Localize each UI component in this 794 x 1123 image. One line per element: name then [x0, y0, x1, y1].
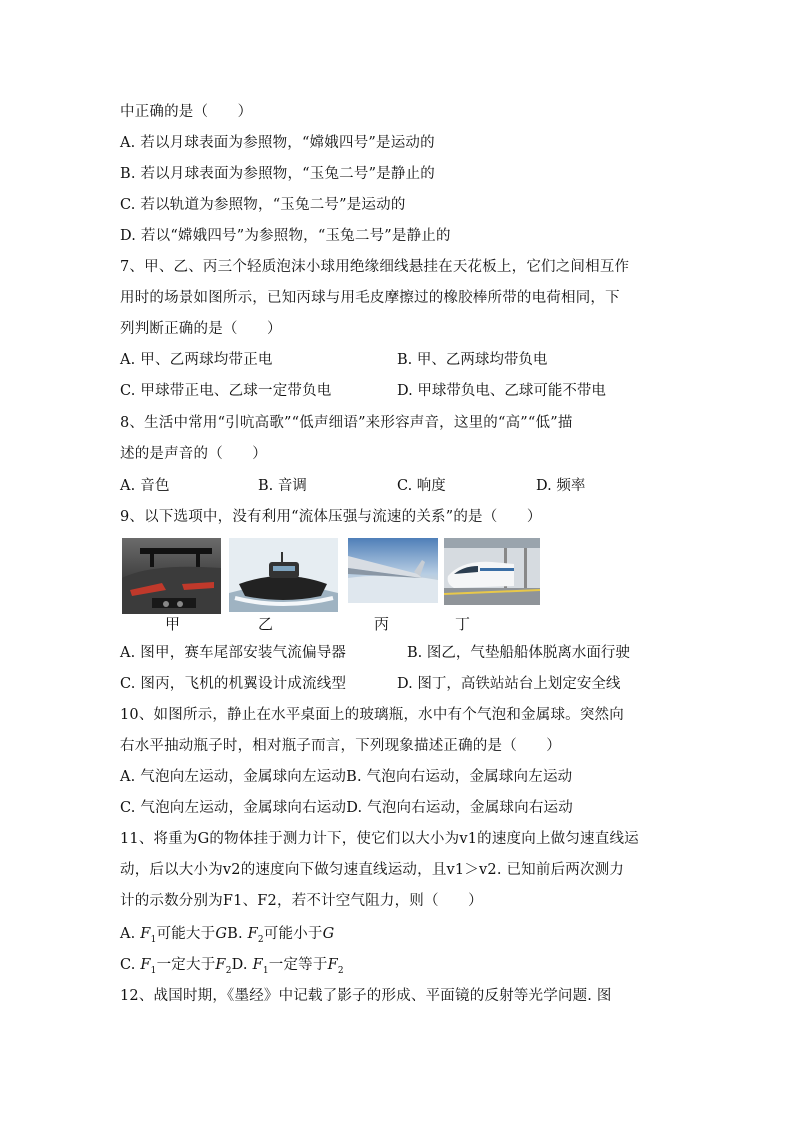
q11-a-f: F — [140, 926, 151, 942]
q8-stem-line2: 述的是声音的（ ） — [120, 446, 267, 462]
q11-a-g: G — [215, 926, 228, 942]
q9-option-b: B. 图乙，气垫船船体脱离水面行驶 — [407, 645, 630, 661]
q10-stem-line2: 右水平抽动瓶子时，相对瓶子而言，下列现象描述正确的是（ ） — [120, 738, 561, 754]
q11-options-ab — [120, 924, 334, 950]
q7-option-b: B. 甲、乙两球均带负电 — [397, 352, 548, 368]
q11-c-mid: 一定大于 — [156, 957, 216, 973]
q11-options-cd — [120, 955, 344, 981]
q7-stem-line3: 列判断正确的是（ ） — [120, 321, 282, 337]
q11-d-f1: F — [252, 957, 263, 973]
q6-option-a: A. 若以月球表面为参照物，“嫦娥四号”是运动的 — [120, 135, 435, 151]
q7-option-a: A. 甲、乙两球均带正电 — [120, 352, 273, 368]
caption-ding: 丁 — [455, 615, 471, 633]
q10-options-cd: C. 气泡向左运动，金属球向右运动D. 气泡向右运动，金属球向右运动 — [120, 800, 573, 816]
q7-option-d: D. 甲球带负电、乙球可能不带电 — [397, 383, 606, 399]
high-speed-train-image — [444, 538, 540, 605]
q11-d-f2: F — [327, 957, 338, 973]
q11-c-f1: F — [140, 957, 151, 973]
q11-a-mid: 可能大于 — [156, 926, 216, 942]
q9-option-a: A. 图甲，赛车尾部安装气流偏导器 — [120, 645, 347, 661]
q9-option-c: C. 图丙，飞机的机翼设计成流线型 — [120, 676, 347, 692]
q6-stem-end: 中正确的是（ ） — [120, 104, 253, 120]
hovercraft-image — [229, 538, 338, 612]
q7-stem-line2: 用时的场景如图所示，已知丙球与用毛皮摩擦过的橡胶棒所带的电荷相同，下 — [120, 290, 620, 306]
q6-option-b: B. 若以月球表面为参照物，“玉兔二号”是静止的 — [120, 166, 435, 182]
q11-b-sub: 2 — [257, 934, 264, 945]
race-car-spoiler-image — [122, 538, 221, 614]
q10-options-ab: A. 气泡向左运动，金属球向左运动B. 气泡向右运动，金属球向左运动 — [120, 769, 573, 785]
q11-b-prefix: B. — [227, 926, 248, 942]
q11-a-prefix: A. — [120, 926, 141, 942]
q9-stem: 9、以下选项中，没有利用“流体压强与流速的关系”的是（ ） — [120, 509, 542, 525]
q11-d-prefix: D. — [231, 957, 253, 973]
q11-c-prefix: C. — [120, 957, 141, 973]
q6-option-d: D. 若以“嫦娥四号”为参照物，“玉兔二号”是静止的 — [120, 228, 451, 244]
airplane-wing-image — [348, 538, 438, 603]
q11-a-sub: 1 — [150, 934, 157, 945]
q11-b-g: G — [322, 926, 335, 942]
q11-d-sub1: 1 — [262, 965, 269, 976]
q11-stem-line3: 计的示数分别为F1、F2，若不计空气阻力，则（ ） — [120, 893, 483, 909]
q9-option-d: D. 图丁，高铁站站台上划定安全线 — [397, 676, 621, 692]
q8-option-b: B. 音调 — [258, 478, 307, 494]
q10-stem-line1: 10、如图所示，静止在水平桌面上的玻璃瓶，水中有个气泡和金属球。突然向 — [120, 707, 624, 723]
q6-option-c: C. 若以轨道为参照物，“玉兔二号”是运动的 — [120, 197, 406, 213]
q11-c-sub1: 1 — [150, 965, 157, 976]
q8-option-a: A. 音色 — [120, 478, 170, 494]
q7-stem-line1: 7、甲、乙、丙三个轻质泡沫小球用绝缘细线悬挂在天花板上，它们之间相互作 — [120, 259, 630, 275]
caption-yi: 乙 — [258, 615, 274, 633]
q8-option-c: C. 响度 — [397, 478, 446, 494]
caption-jia: 甲 — [165, 615, 181, 633]
q11-stem-line2: 动，后以大小为v2的速度向下做匀速直线运动，且v1＞v2. 已知前后两次测力 — [120, 862, 625, 878]
q8-stem-line1: 8、生活中常用“引吭高歌”“低声细语”来形容声音，这里的“高”“低”描 — [120, 415, 573, 431]
q11-d-mid: 一定等于 — [268, 957, 328, 973]
q7-option-c: C. 甲球带正电、乙球一定带负电 — [120, 383, 332, 399]
q8-option-d: D. 频率 — [536, 478, 586, 494]
q12-stem-line1: 12、战国时期，《墨经》中记载了影子的形成、平面镜的反射等光学问题. 图 — [120, 988, 612, 1004]
caption-bing: 丙 — [374, 615, 390, 633]
q11-c-f2: F — [215, 957, 226, 973]
q11-d-sub2: 2 — [337, 965, 344, 976]
q11-stem-line1: 11、将重为G的物体挂于测力计下，使它们以大小为v1的速度向上做匀速直线运 — [120, 831, 639, 847]
q11-b-f: F — [247, 926, 258, 942]
q11-b-mid: 可能小于 — [263, 926, 323, 942]
q11-c-sub2: 2 — [225, 965, 232, 976]
